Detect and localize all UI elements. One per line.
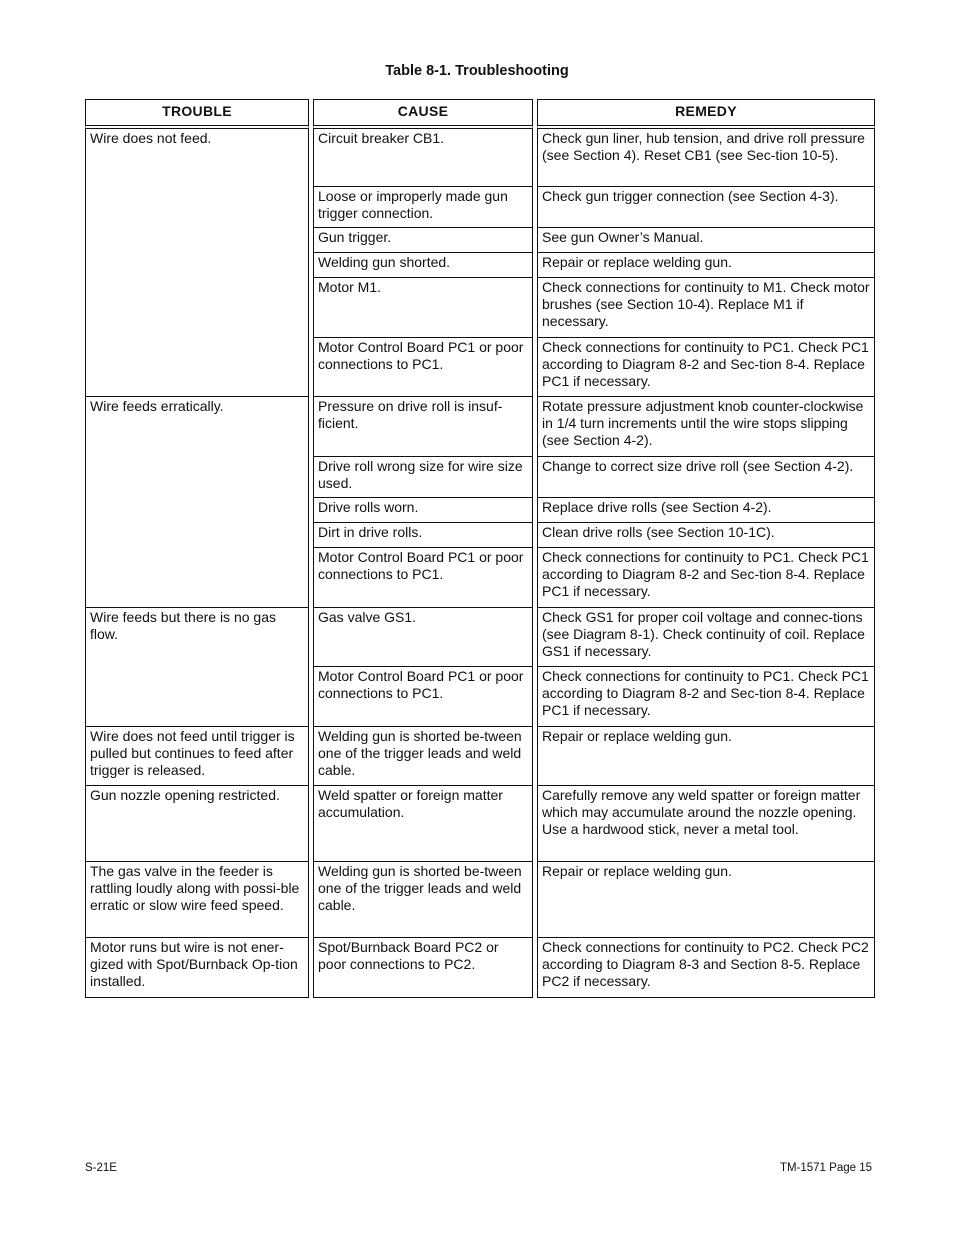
table-row — [313, 786, 875, 862]
cause-cell: Motor Control Board PC1 or poor connections to PC1. — [313, 548, 533, 608]
remedy-cell: Repair or replace welding gun. — [537, 253, 875, 278]
table-row — [313, 548, 875, 608]
trouble-group — [85, 727, 875, 786]
cause-cell: Drive roll wrong size for wire size used. — [313, 457, 533, 498]
header-cause: CAUSE — [313, 99, 533, 129]
table-row — [313, 498, 875, 523]
table-row — [313, 608, 875, 667]
table-row — [313, 228, 875, 253]
cause-cell: Motor M1. — [313, 278, 533, 338]
remedy-cell: Check connections for continuity to M1. Check motor brushes (see Section 10-4). Replace M1 if necessary. — [537, 278, 875, 338]
cause-cell: Spot/Burnback Board PC2 or poor connections to PC2. — [313, 938, 533, 998]
table-row — [313, 278, 875, 338]
remedy-cell: See gun Owner’s Manual. — [537, 228, 875, 253]
cause-cell: Welding gun is shorted be-tween one of the trigger leads and weld cable. — [313, 862, 533, 938]
remedy-cell: Rotate pressure adjustment knob counter-clockwise in 1/4 turn increments until the wire stops slipping (see Section 4-2). — [537, 397, 875, 457]
remedy-cell: Check gun liner, hub tension, and drive roll pressure (see Section 4). Reset CB1 (see Sec-tion 10-5). — [537, 129, 875, 187]
table-row — [313, 187, 875, 228]
trouble-cell: Wire feeds erratically. — [85, 397, 309, 608]
table-row — [313, 938, 875, 998]
trouble-cell: Gun nozzle opening restricted. — [85, 786, 309, 862]
cause-cell: Gun trigger. — [313, 228, 533, 253]
header-remedy: REMEDY — [537, 99, 875, 129]
cause-cell: Circuit breaker CB1. — [313, 129, 533, 187]
remedy-cell: Check connections for continuity to PC1. Check PC1 according to Diagram 8-2 and Sec-tion 8-4. Replace PC1 if necessary. — [537, 338, 875, 397]
cause-cell: Pressure on drive roll is insuf-ficient. — [313, 397, 533, 457]
table-row — [313, 457, 875, 498]
remedy-cell: Repair or replace welding gun. — [537, 727, 875, 786]
trouble-cell: The gas valve in the feeder is rattling loudly along with possi-ble erratic or slow wire feed speed. — [85, 862, 309, 938]
trouble-group — [85, 786, 875, 862]
footer-left: S-21E — [85, 1162, 117, 1174]
cause-cell: Welding gun is shorted be-tween one of the trigger leads and weld cable. — [313, 727, 533, 786]
table-title: Table 8-1. Troubleshooting — [385, 63, 569, 79]
table-row — [313, 523, 875, 548]
remedy-cell: Clean drive rolls (see Section 10-1C). — [537, 523, 875, 548]
table-row — [313, 338, 875, 397]
trouble-group — [85, 129, 875, 397]
remedy-cell: Change to correct size drive roll (see Section 4-2). — [537, 457, 875, 498]
cause-cell: Welding gun shorted. — [313, 253, 533, 278]
trouble-cell: Wire does not feed until trigger is pulled but continues to feed after trigger is released. — [85, 727, 309, 786]
table-row — [313, 727, 875, 786]
trouble-group — [85, 938, 875, 998]
trouble-cell: Motor runs but wire is not ener-gized with Spot/Burnback Op-tion installed. — [85, 938, 309, 998]
remedy-cell: Check connections for continuity to PC1. Check PC1 according to Diagram 8-2 and Sec-tion 8-4. Replace PC1 if necessary. — [537, 667, 875, 727]
remedy-cell: Replace drive rolls (see Section 4-2). — [537, 498, 875, 523]
cause-cell: Weld spatter or foreign matter accumulation. — [313, 786, 533, 862]
remedy-cell: Check GS1 for proper coil voltage and connec-tions (see Diagram 8-1). Check continuity of coil. Replace GS1 if necessary. — [537, 608, 875, 667]
cause-cell: Drive rolls worn. — [313, 498, 533, 523]
trouble-cell: Wire feeds but there is no gas flow. — [85, 608, 309, 727]
cause-cell: Gas valve GS1. — [313, 608, 533, 667]
table-row — [313, 129, 875, 187]
table-header-row — [85, 99, 875, 129]
cause-cell: Dirt in drive rolls. — [313, 523, 533, 548]
cause-cell: Motor Control Board PC1 or poor connections to PC1. — [313, 338, 533, 397]
table-row — [313, 397, 875, 457]
remedy-cell: Repair or replace welding gun. — [537, 862, 875, 938]
table-row — [313, 862, 875, 938]
footer-right: TM-1571 Page 15 — [779, 1162, 872, 1174]
header-trouble: TROUBLE — [85, 99, 309, 129]
cause-cell: Motor Control Board PC1 or poor connections to PC1. — [313, 667, 533, 727]
remedy-cell: Check connections for continuity to PC2. Check PC2 according to Diagram 8-3 and Section 8-5. Replace PC2 if necessary. — [537, 938, 875, 998]
trouble-group — [85, 397, 875, 608]
troubleshooting-table — [85, 99, 875, 998]
remedy-cell: Carefully remove any weld spatter or foreign matter which may accumulate around the nozzle opening. Use a hardwood stick, never a metal tool. — [537, 786, 875, 862]
table-row — [313, 667, 875, 727]
trouble-group — [85, 608, 875, 727]
table-body — [85, 129, 875, 998]
remedy-cell: Check connections for continuity to PC1. Check PC1 according to Diagram 8-2 and Sec-tion 8-4. Replace PC1 if necessary. — [537, 548, 875, 608]
trouble-group — [85, 862, 875, 938]
remedy-cell: Check gun trigger connection (see Section 4-3). — [537, 187, 875, 228]
cause-cell: Loose or improperly made gun trigger connection. — [313, 187, 533, 228]
trouble-cell: Wire does not feed. — [85, 129, 309, 397]
table-row — [313, 253, 875, 278]
